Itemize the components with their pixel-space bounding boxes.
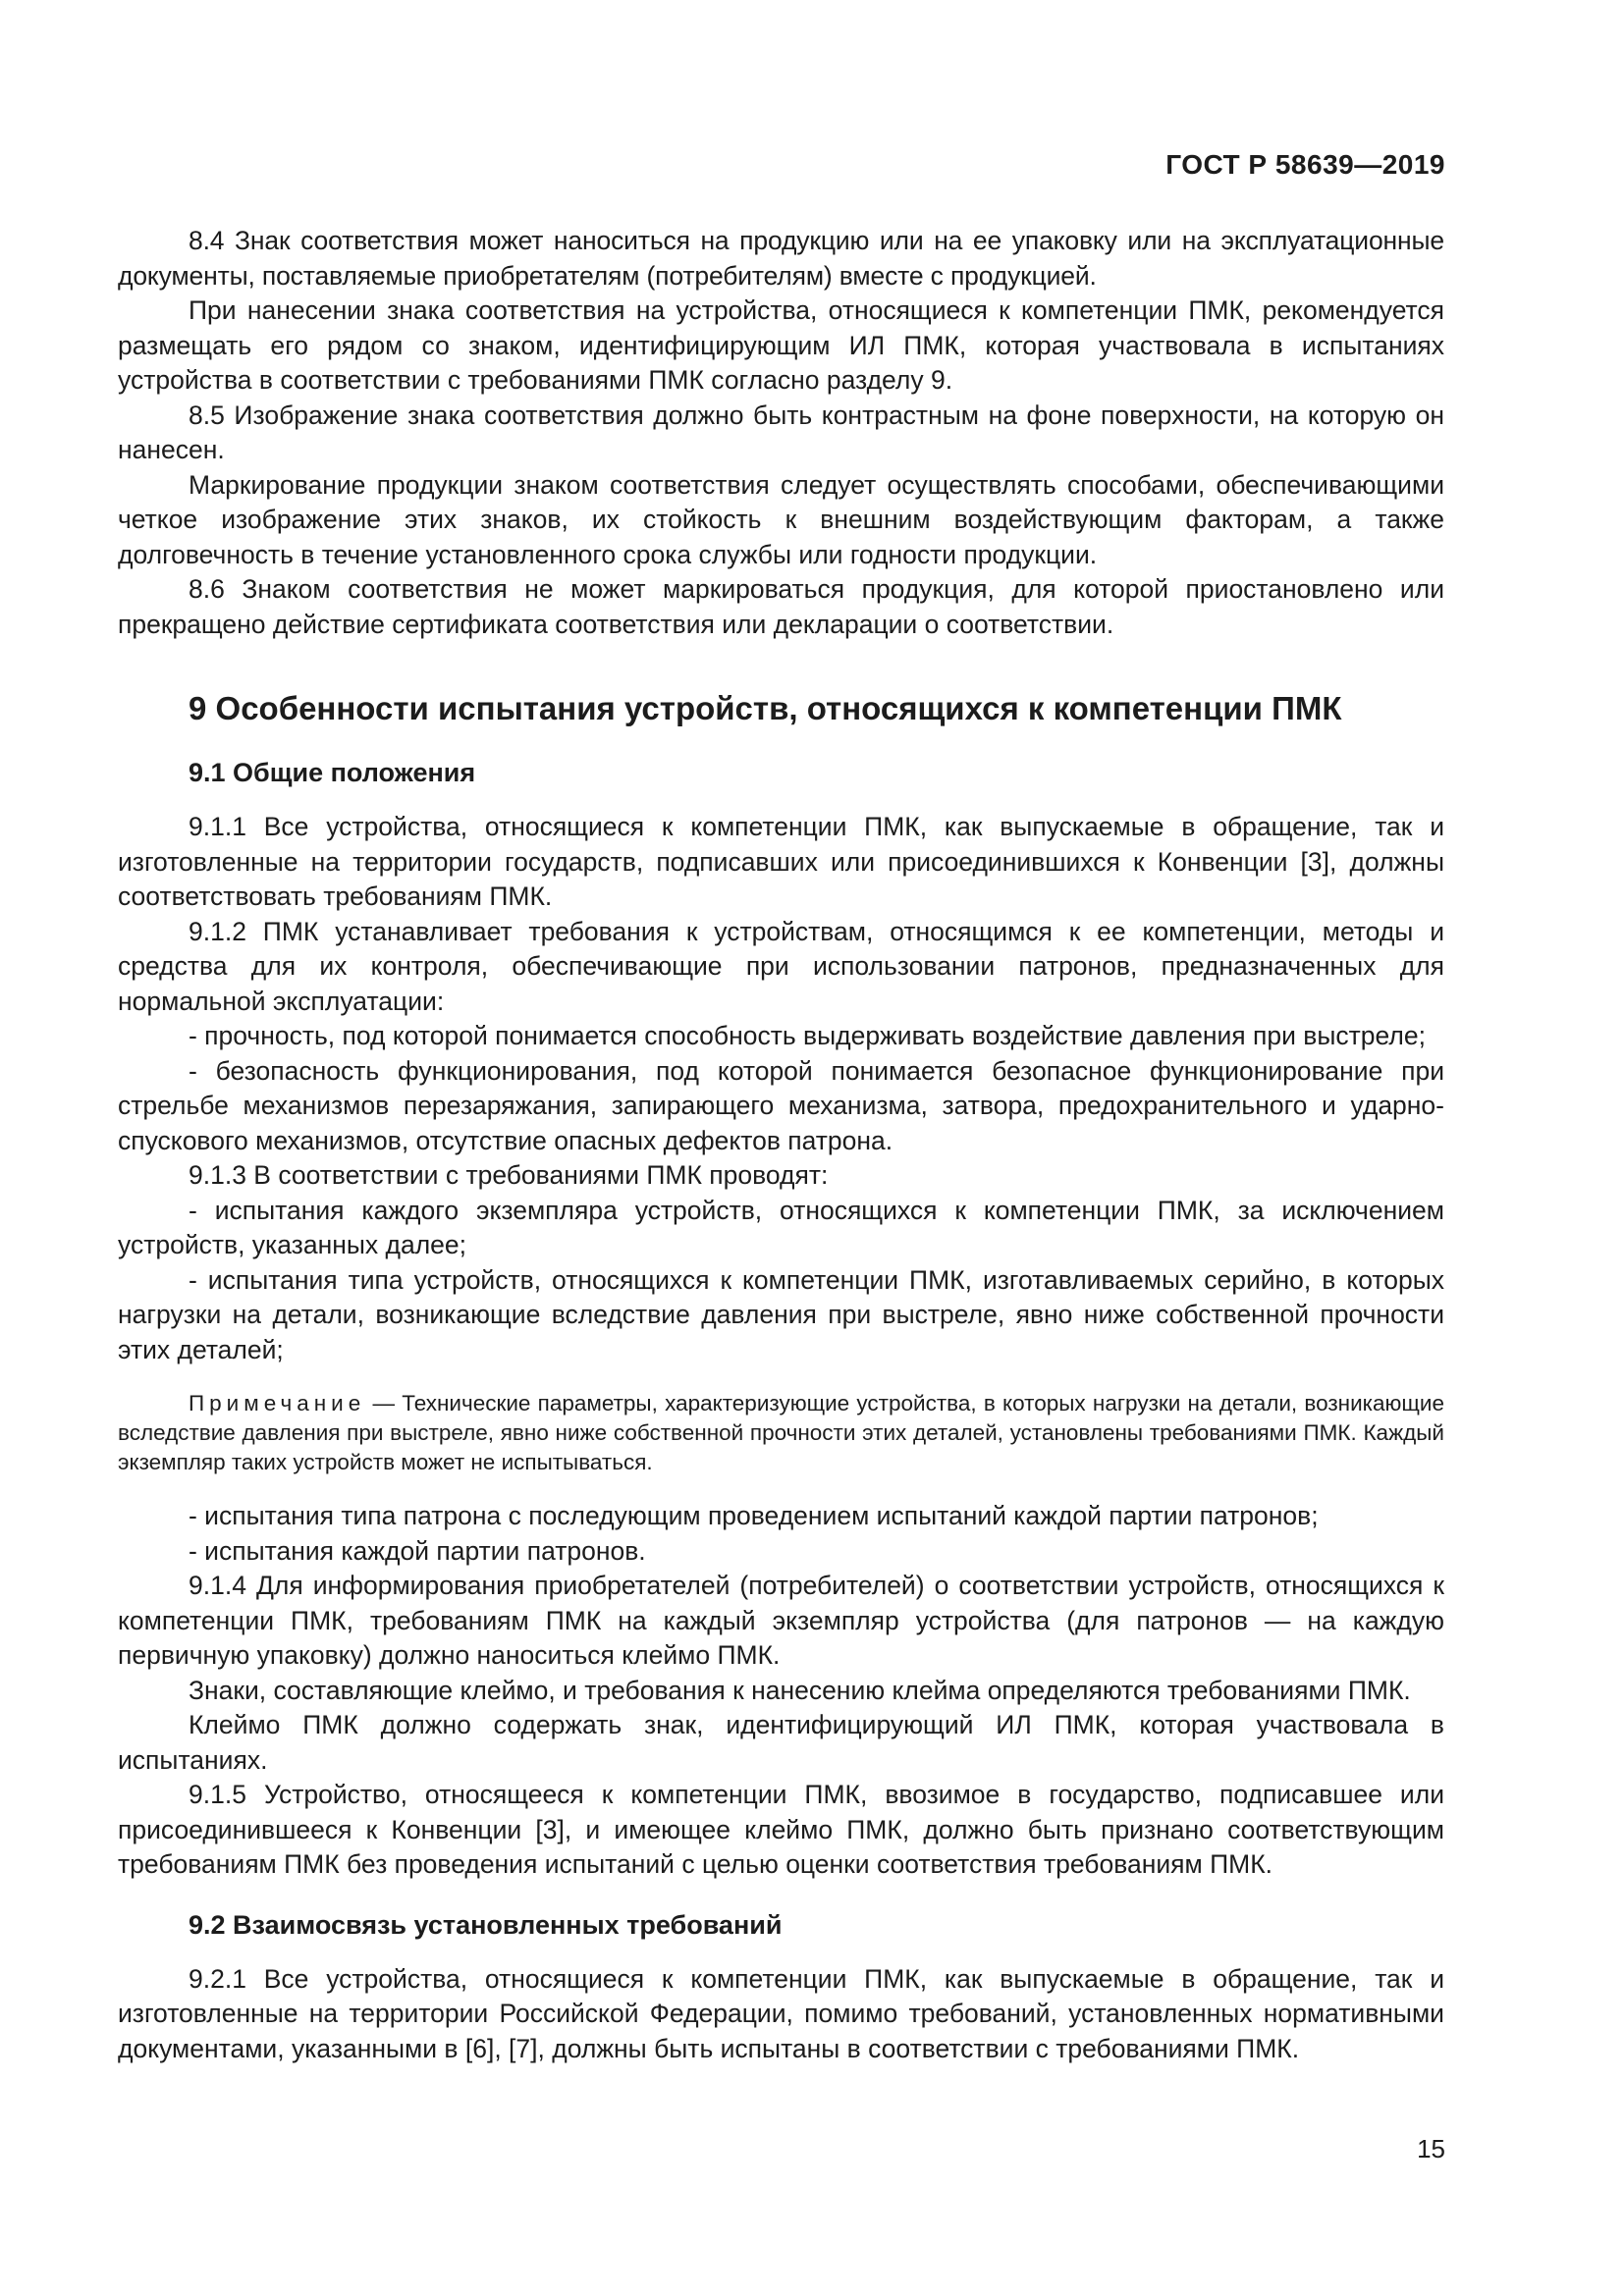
list-item-type-test: - испытания типа устройств, относящихся к компетенции ПМК, изготавливаемых серийно, в которых нагрузки на детали, возникающие вследствие давления при выстреле, явно ниже собственной прочности этих деталей; bbox=[118, 1264, 1444, 1364]
note-text: — Технические параметры, характеризующие устройства, в которых нагрузки на детали, возникающие вследствие давления при выстреле, явно ниже собственной прочности этих деталей, установлены требованиями ПМК. Каждый экземпляр таких устройств может не испытываться. bbox=[118, 1391, 1444, 1474]
list-item-safety: - безопасность функционирования, под которой понимается безопасное функционирование при стрельбе механизмов перезаряжания, запирающего механизма, затвора, предохранительного и ударно-спускового механизмов, отсутствие опасных дефектов патрона. bbox=[118, 1055, 1444, 1155]
page-number: 15 bbox=[1417, 2134, 1445, 2163]
standard-number: ГОСТ Р 58639—2019 bbox=[1165, 149, 1445, 180]
paragraph-9-1-4: 9.1.4 Для информирования приобретателей (потребителей) о соответствии устройств, относящихся к компетенции ПМК, требованиям ПМК на каждый экземпляр устройства (для патронов — на каждую первичную упаковку) должно наноситься клеймо ПМК. bbox=[118, 1571, 1444, 1670]
paragraph-9-1-2: 9.1.2 ПМК устанавливает требования к устройствам, относящимся к ее компетенции, методы и средства для их контроля, обеспечивающие при использовании патронов, предназначенных для нормальной эксплуатации: bbox=[118, 916, 1444, 1016]
paragraph-8-4-cont: При нанесении знака соответствия на устройства, относящиеся к компетенции ПМК, рекомендуется размещать его рядом со знаком, идентифицирующим ИЛ ПМК, которая участвовала в испытаниях устройства в соответствии с требованиями ПМК согласно разделу 9. bbox=[118, 295, 1444, 395]
list-item-each-unit: - испытания каждого экземпляра устройств, относящихся к компетенции ПМК, за исключением устройств, указанных далее; bbox=[118, 1195, 1444, 1259]
list-item-cartridge-type: - испытания типа патрона с последующим проведением испытаний каждой партии патронов; bbox=[189, 1501, 1319, 1530]
paragraph-9-1-5: 9.1.5 Устройство, относящееся к компетенции ПМК, ввозимое в государство, подписавшее или присоединившееся к Конвенции [3], и имеющее клеймо ПМК, должно быть признано соответствующим требованиям ПМК без проведения испытаний с целью оценки соответствия требованиям ПМК. bbox=[118, 1780, 1444, 1879]
subsection-9-1-title: 9.1 Общие положения bbox=[189, 758, 476, 787]
paragraph-8-6: 8.6 Знаком соответствия не может маркироваться продукция, для которой приостановлено или прекращено действие сертификата соответствия или декларации о соответствии. bbox=[118, 574, 1444, 639]
paragraph-9-1-4-stamp: Клеймо ПМК должно содержать знак, идентифицирующий ИЛ ПМК, которая участвовала в испытаниях. bbox=[118, 1710, 1444, 1775]
paragraph-8-5: 8.5 Изображение знака соответствия должно быть контрастным на фоне поверхности, на которую он нанесен. bbox=[118, 400, 1444, 464]
subsection-9-2-title: 9.2 Взаимосвязь установленных требований bbox=[189, 1909, 783, 1940]
paragraph-8-5-cont: Маркирование продукции знаком соответствия следует осуществлять способами, обеспечивающими четкое изображение этих знаков, их стойкость к внешним воздействующим факторам, а также долговечность в течение установленного срока службы или годности продукции. bbox=[118, 469, 1444, 569]
list-item-cartridge-batch: - испытания каждой партии патронов. bbox=[189, 1535, 646, 1566]
paragraph-9-2-1: 9.2.1 Все устройства, относящиеся к компетенции ПМК, как выпускаемые в обращение, так и изготовленные на территории Российской Федерации, помимо требований, установленных нормативными документами, указанными в [6], [7], должны быть испытаны в соответствии с требованиями ПМК. bbox=[118, 1963, 1444, 2063]
list-item-strength: - прочность, под которой понимается способность выдерживать воздействие давления при выстреле; bbox=[189, 1021, 1426, 1050]
note-block bbox=[118, 1389, 1444, 1477]
paragraph-9-1-4-marks: Знаки, составляющие клеймо, и требования к нанесению клейма определяются требованиями ПМК. bbox=[189, 1675, 1411, 1705]
paragraph-8-4: 8.4 Знак соответствия может наноситься на продукцию или на ее упаковку или на эксплуатационные документы, поставляемые приобретателям (потребителям) вместе с продукцией. bbox=[118, 226, 1444, 291]
note-label: Примечание bbox=[189, 1391, 366, 1415]
paragraph-9-1-1: 9.1.1 Все устройства, относящиеся к компетенции ПМК, как выпускаемые в обращение, так и изготовленные на территории государств, подписавших или присоединившихся к Конвенции [3], должны соответствовать требованиям ПМК. bbox=[118, 812, 1444, 911]
section-9-title: 9 Особенности испытания устройств, относящихся к компетенции ПМК bbox=[189, 690, 1342, 726]
page-content bbox=[118, 224, 1444, 2066]
paragraph-9-1-3: 9.1.3 В соответствии с требованиями ПМК проводят: bbox=[189, 1160, 829, 1190]
